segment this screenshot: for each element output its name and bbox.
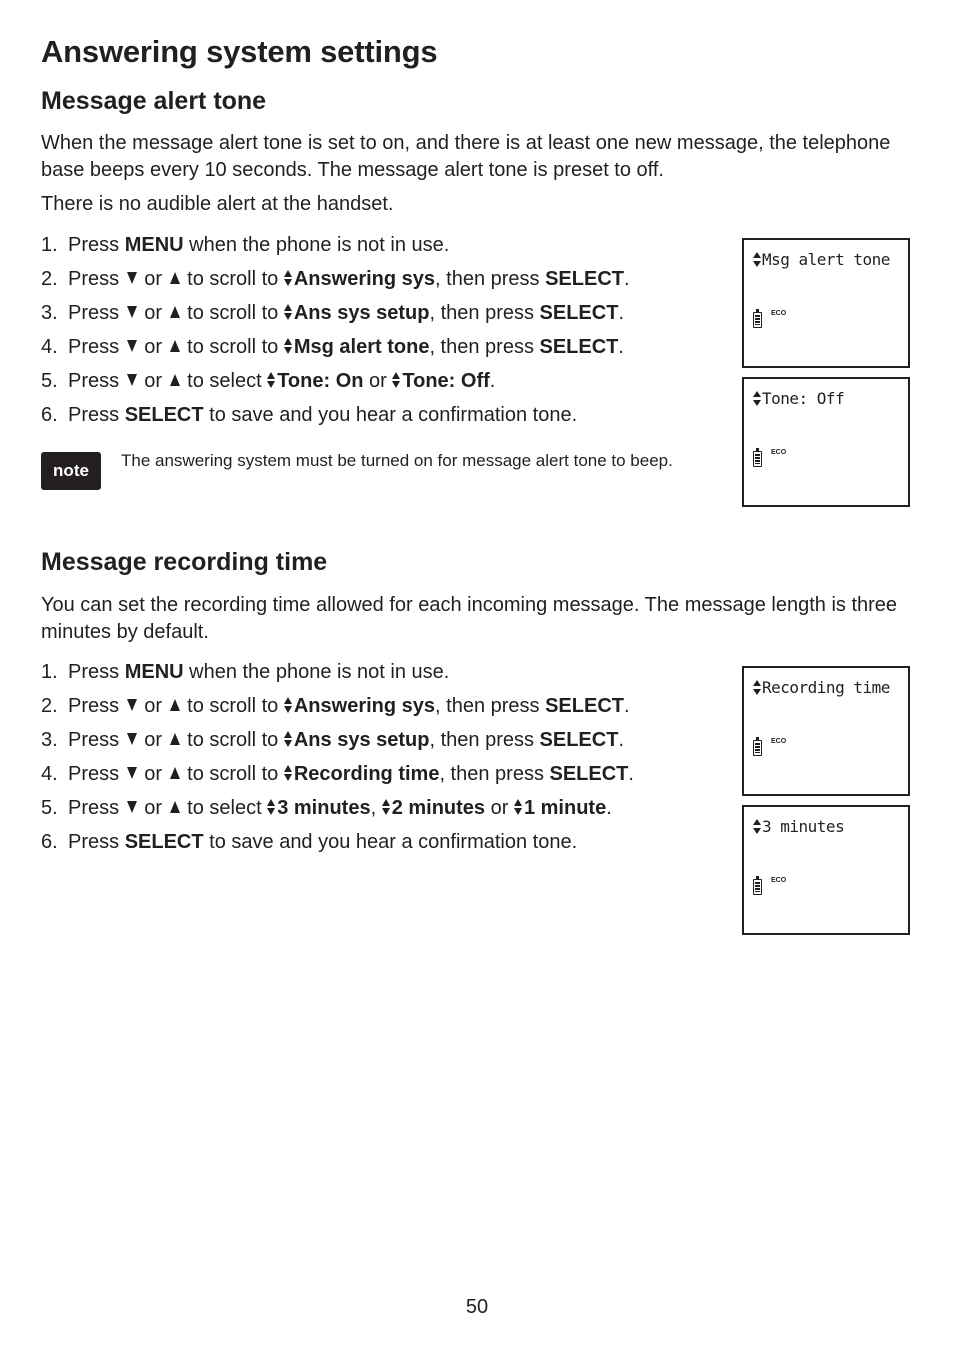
up-down-arrow-icon xyxy=(284,697,293,713)
up-down-arrow-icon xyxy=(284,338,293,354)
up-arrow-icon xyxy=(170,733,180,745)
down-arrow-icon xyxy=(127,801,137,813)
up-arrow-icon xyxy=(170,801,180,813)
up-down-arrow-icon xyxy=(267,372,276,388)
up-down-arrow-icon xyxy=(284,765,293,781)
up-down-arrow-icon xyxy=(753,252,761,267)
page-title: Answering system settings xyxy=(41,34,438,69)
list-item: 2. Press or to scroll to Answering sys, then press SELECT. xyxy=(41,268,630,290)
up-down-arrow-icon xyxy=(284,270,293,286)
screen-display-text: 3 minutes xyxy=(753,817,844,836)
note-text: The answering system must be turned on for message alert tone to beep. xyxy=(121,451,673,470)
list-item: 4. Press or to scroll to Recording time, then press SELECT. xyxy=(41,763,634,785)
handset-note-paragraph: There is no audible alert at the handset. xyxy=(41,193,394,215)
up-down-arrow-icon xyxy=(284,731,293,747)
up-arrow-icon xyxy=(170,306,180,318)
recording-intro-paragraph: You can set the recording time allowed for each incoming message. The message length is three minutes by default. xyxy=(41,594,898,643)
up-down-arrow-icon xyxy=(514,799,523,815)
up-down-arrow-icon xyxy=(267,799,276,815)
handset-screen-tone-off xyxy=(742,377,910,507)
down-arrow-icon xyxy=(127,340,137,352)
list-item: 3. Press or to scroll to Ans sys setup, then press SELECT. xyxy=(41,729,624,751)
down-arrow-icon xyxy=(127,733,137,745)
list-item: 3. Press or to scroll to Ans sys setup, then press SELECT. xyxy=(41,302,624,324)
steps-list-alert-tone xyxy=(41,233,630,437)
eco-indicator: ECO xyxy=(771,310,787,317)
down-arrow-icon xyxy=(127,306,137,318)
list-item: 1. Press MENU when the phone is not in use. xyxy=(41,661,450,683)
list-item: 6. Press SELECT to save and you hear a confirmation tone. xyxy=(41,404,578,426)
up-arrow-icon xyxy=(170,340,180,352)
handset-screen-msg-alert-tone xyxy=(742,238,910,368)
eco-indicator: ECO xyxy=(771,877,787,884)
eco-indicator: ECO xyxy=(771,738,787,745)
up-down-arrow-icon xyxy=(753,391,761,406)
list-item: 4. Press or to scroll to Msg alert tone, then press SELECT. xyxy=(41,336,624,358)
battery-icon xyxy=(753,451,762,467)
down-arrow-icon xyxy=(127,374,137,386)
down-arrow-icon xyxy=(127,272,137,284)
up-arrow-icon xyxy=(170,374,180,386)
steps-list-recording-time xyxy=(41,660,634,864)
list-item: 2. Press or to scroll to Answering sys, then press SELECT. xyxy=(41,695,630,717)
battery-icon xyxy=(753,312,762,328)
eco-indicator: ECO xyxy=(771,449,787,456)
handset-screen-3-minutes xyxy=(742,805,910,935)
page-number: 50 xyxy=(465,1296,489,1318)
screen-display-text: Tone: Off xyxy=(753,389,844,408)
down-arrow-icon xyxy=(127,699,137,711)
screen-display-text: Recording time xyxy=(753,678,890,697)
handset-screen-recording-time xyxy=(742,666,910,796)
up-down-arrow-icon xyxy=(753,819,761,834)
section-heading-message-alert-tone: Message alert tone xyxy=(41,87,267,115)
up-down-arrow-icon xyxy=(284,304,293,320)
list-item: 1. Press MENU when the phone is not in use. xyxy=(41,234,450,256)
intro-paragraph: When the message alert tone is set to on, and there is at least one new message, the telephone base beeps every 10 seconds. The message alert tone is preset to off. xyxy=(41,132,891,181)
up-arrow-icon xyxy=(170,767,180,779)
up-arrow-icon xyxy=(170,699,180,711)
up-down-arrow-icon xyxy=(382,799,391,815)
up-arrow-icon xyxy=(170,272,180,284)
up-down-arrow-icon xyxy=(753,680,761,695)
section-heading-message-recording-time: Message recording time xyxy=(41,548,328,576)
down-arrow-icon xyxy=(127,767,137,779)
list-item: 6. Press SELECT to save and you hear a confirmation tone. xyxy=(41,831,578,853)
battery-icon xyxy=(753,879,762,895)
screen-display-text: Msg alert tone xyxy=(753,250,890,269)
note-badge: note xyxy=(41,452,101,490)
list-item: 5. Press or to select Tone: On or Tone: Off. xyxy=(41,370,496,392)
battery-icon xyxy=(753,740,762,756)
list-item: 5. Press or to select 3 minutes, 2 minutes or 1 minute. xyxy=(41,797,612,819)
up-down-arrow-icon xyxy=(392,372,401,388)
